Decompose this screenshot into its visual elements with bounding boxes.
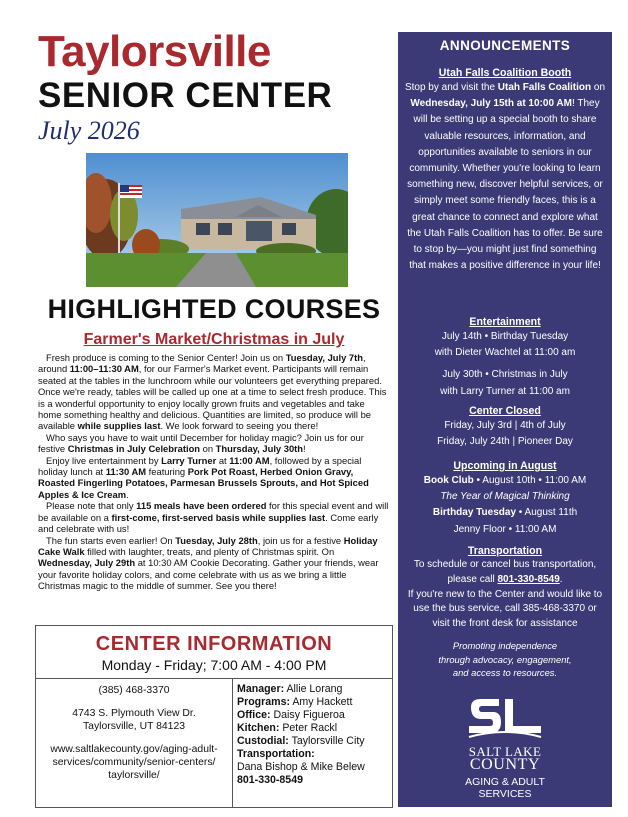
announcements-sidebar <box>398 32 612 807</box>
august-birthday-tuesday: Birthday Tuesday • August 11th <box>432 507 578 519</box>
newsletter-month: July 2026 <box>38 116 140 145</box>
transportation-section <box>404 544 606 632</box>
website-url-line-2: services/community/senior-centers/ <box>52 757 216 768</box>
entertainment-line: July 30th • Christmas in July <box>442 369 568 381</box>
transportation-heading: Transportation <box>467 545 543 557</box>
website-url-line-1: www.saltlakecounty.gov/aging-adult- <box>50 744 218 755</box>
entertainment-heading: Entertainment <box>469 316 541 328</box>
mission-tagline: Promoting independence through advocacy, engagement, and access to resources. <box>438 640 572 678</box>
announcements-heading: ANNOUNCEMENTS <box>439 38 571 53</box>
entertainment-line: with Larry Turner at 11:00 am <box>440 385 570 397</box>
center-closed-heading: Center Closed <box>469 405 541 417</box>
salt-lake-county-logo-icon <box>465 697 545 741</box>
upcoming-august-section <box>404 459 606 538</box>
center-hours: Monday - Friday; 7:00 AM - 4:00 PM <box>101 657 327 673</box>
title-center-name: Taylorsville <box>38 27 271 76</box>
august-book-club: Book Club • August 10th • 11:00 AM <box>423 475 587 486</box>
staff-row: Manager: Allie Lorang <box>237 683 343 695</box>
booth-body: Stop by and visit the Utah Falls Coalition on Wednesday, July 15th at 10:00 AM! They will be setting up a special booth to share valuable resources, information, and opportunities available to seniors in our community. Whether you're looking to learn something new, discover helpful services, or simply meet some friendly faces, this is a great chance to connect and explore what the Utah Falls Coalition has to offer. Be sure to stop by—you might just find something that makes a positive difference in your life! <box>404 82 606 272</box>
farmers-market-christmas-subheading: Farmer's Market/Christmas in July <box>83 331 345 348</box>
august-entertainer: Jenny Floor • 11:00 AM <box>453 523 557 535</box>
staff-row: Programs: Amy Hackett <box>237 696 353 708</box>
address-line-1: 4743 S. Plymouth View Dr. <box>72 708 196 719</box>
booth-announcement <box>404 66 606 274</box>
transportation-new-riders: If you're new to the Center and would like to use the bus service, call 385-468-3370 or visit the front desk for assistance <box>407 588 603 630</box>
center-closed-section <box>404 404 606 450</box>
entertainment-section <box>404 315 606 400</box>
logo-text: COUNTY <box>469 756 541 773</box>
highlighted-courses-heading: HIGHLIGHTED COURSES <box>47 294 381 324</box>
divider <box>232 678 233 808</box>
title-senior-center: SENIOR CENTER <box>38 76 333 115</box>
booth-heading: Utah Falls Coalition Booth <box>438 67 572 79</box>
staff-transportation-phone: 801-330-8549 <box>237 774 303 786</box>
senior-center-building-photo <box>86 153 348 287</box>
staff-list <box>237 683 392 787</box>
entertainment-line: July 14th • Birthday Tuesday <box>441 331 569 342</box>
closed-date: Friday, July 24th | Pioneer Day <box>437 436 573 448</box>
entertainment-line: with Dieter Wachtel at 11:00 am <box>434 347 576 359</box>
staff-row: Kitchen: Peter Rackl <box>237 722 338 734</box>
paragraph-entertainment-lunch: Enjoy live entertainment by Larry Turner at 11:00 AM, followed by a special holiday lunch at 11:30 AM featuring Pork Pot Roast, Herbed Onion Gravy, Roasted Fingerling Potatoes, Parmesan Brussels Sprouts, and Hot Spiced Apples & Ice Cream. <box>38 454 369 500</box>
paragraph-farmers-market: Fresh produce is coming to the Senior Center! Join us on Tuesday, July 7th, around 11:00–11:30 AM, for our Farmer's Market event. Participants will remain seated at the tables in the lunchroom while our volunteers get everything prepared. Once we're ready, tables will be called up one at a time to select fresh produce. This is a wonderful opportunity to enjoy locally grown fruits and vegetables and take home something healthy and delicious. Quantities are limited, so produce will be available while supplies last. We look forward to seeing you there! <box>38 352 387 432</box>
divider <box>36 678 392 679</box>
center-information-box <box>35 625 393 808</box>
transportation-schedule: To schedule or cancel bus transportation, please call 801-330-8549. <box>413 559 597 585</box>
august-book-title: The Year of Magical Thinking <box>440 491 570 503</box>
staff-row: Office: Daisy Figueroa <box>237 709 345 721</box>
center-information-heading: CENTER INFORMATION <box>95 633 333 655</box>
upcoming-august-heading: Upcoming in August <box>453 460 557 472</box>
paragraph-meals-notice: Please note that only 115 meals have been ordered for this special event and will be available on a first-come, first-served basis while supplies last. Come early and celebrate with us! <box>38 500 389 535</box>
staff-row: Custodial: Taylorsville City <box>237 735 365 747</box>
courses-article <box>38 352 390 592</box>
closed-date: Friday, July 3rd | 4th of July <box>444 420 566 431</box>
contact-details <box>36 684 232 782</box>
address-line-2: Taylorsville, UT 84123 <box>82 721 186 732</box>
paragraph-christmas-in-july: Who says you have to wait until December for holiday magic? Join us for our festive Christmas in July Celebration on Thursday, July 30th! <box>38 431 364 455</box>
paragraph-cake-walk: The fun starts even earlier! On Tuesday, July 28th, join us for a festive Holiday Cake Walk filled with laughter, treats, and plenty of Christmas spirit. On Wednesday, July 29th at 10:30 AM Cookie Decorating. Gather your friends, wear your favorite holiday colors, and come celebrate with us as we bring a little Christmas magic to the middle of summer. See you there! <box>38 534 379 592</box>
logo-text: SALT LAKE <box>468 744 542 759</box>
staff-transportation-role: Transportation: <box>237 748 315 760</box>
staff-transportation-names: Dana Bishop & Mike Belew <box>237 761 365 773</box>
logo-subtext: AGING & ADULT SERVICES <box>465 776 545 800</box>
center-phone: (385) 468-3370 <box>98 685 170 696</box>
website-url-line-3: taylorsville/ <box>108 770 160 781</box>
